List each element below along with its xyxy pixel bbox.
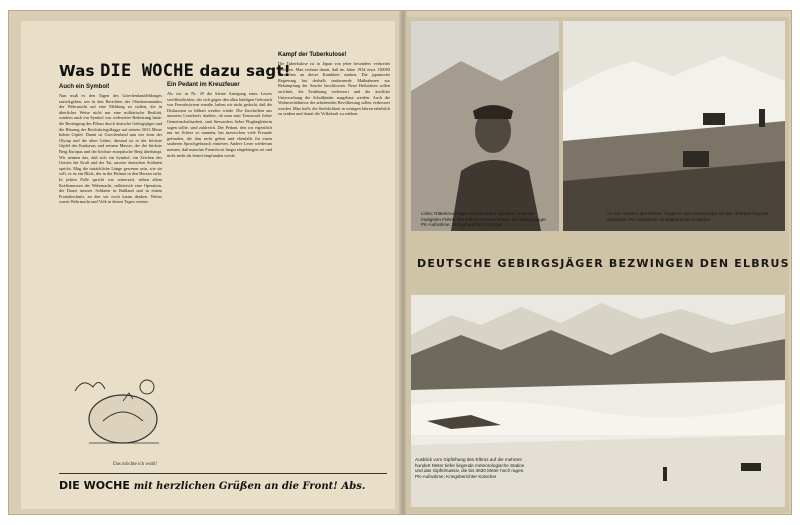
article-column-3 (278, 49, 390, 454)
photo-caption-panorama: Ausblick vom Gipfelhang des Elbrus auf die mehrere hundert Meter tiefer liegende meteorologische Station und das Gipfelmassiv, die bis 3630 Meter hoch ragen. PK-Aufnahme: Kriegsberichter Kotscher (415, 457, 525, 479)
section-heading: Auch ein Symbol! (59, 84, 110, 90)
section-heading: Ein Pedant im Kreuzfeuer (167, 82, 240, 88)
soldier-portrait-photo (411, 21, 559, 231)
headline-prefix: Was (59, 62, 95, 80)
magazine-spread (8, 10, 792, 515)
section-body: Die Tuberkulose ist in Japan von jeher besonders verbreitet gewesen. Man rechnet damit, daß im Jahre 1934 etwa 130000 Menschen an dieser Krankheit starben. Die japanische Regierung hat deshalb umfassende Maßnahmen zur Bekämpfung der Seuche beschlossen. Neue Heilstätten sollen errichtet, die Ernährung verbessert und die ärztliche Untersuchung der Schulkinder ausgebaut werden. Auch die Wohnverhältnisse der arbeitenden Bevölkerung sollen verbessert werden. Man hofft, die Sterblichkeit in wenigen Jahren erheblich zu senken und damit die Volkskraft zu stärken. (278, 61, 390, 117)
footer-abs: Abs. (341, 481, 366, 492)
section-body: Als wir in Nr. 29 die kleine Anregung eines Lesers veröffentlichten, der sich gegen den allzu häufigen Gebrauch von Fremdwörtern wandte, haben wir nicht gedacht, daß die Diskussion so lebhaft werden würde. Die Zuschriften aus unserem Leserkreis darüber, ob man statt Teamwork lieber Gemeinschaftsarbeit, statt Stewardess lieber Flugbegleiterin sagen sollte, sind zahlreich. Der Pedant, den wir eigentlich nur im Scherz so nannten, hat inzwischen viele Freunde gefunden, die ihm recht geben und ebenfalls für einen sauberen Sprachgebrauch eintreten. Andere Leser wiederum meinen, daß manches Fremdwort längst eingebürgert sei und nicht mehr als fremd empfunden werde. (167, 91, 272, 158)
footer-greeting: mit herzlichen Grüßen an die Front! (133, 481, 338, 492)
footer-banner (59, 479, 365, 492)
cartoon-illustration (63, 361, 173, 461)
left-page (21, 21, 395, 509)
mule-caravan-photo (563, 21, 785, 231)
photo-caption-caravan: An den Westen des Elbrus: Tragtiere des Nachschubs bei der Überquerung der Gletscher. PK-Aufnahme: Kriegsberichter Kotscher (607, 211, 769, 222)
right-page (407, 17, 789, 513)
article-column-2 (167, 79, 272, 479)
headline-brand: DIE WOCHE (100, 61, 195, 81)
photo-caption-portrait: Links: Ritterkreuzträger Oberleutnant Spindler, einer der mutigsten Führer des Elbrus-Unternehmens der Gebirgsjäger. PK-Aufnahme: Kriegsberichter Rötscher (421, 211, 547, 228)
page-headline (59, 61, 291, 81)
section-body: Nun muß es den Tagen des Griechenlandfeldzuges zurückgehen, um in den Berichten des Oberkommandos der Wehrmacht auf eine Meldung zu stoßen, die in überlicher Weise nicht nur eine militärische Realität, sondern auch ein Symbol von weltweiter Bedeutung hatte: die Besteigung des Elbrus durch deutsche Gebirgsjäger und die Hissung der Reichskriegsflagge auf seinem 5633 Meter hohen Gipfel. Damit ist Griechenland nun wie einst der Olymp und die alten Götter, diesmal ist es der höchste Gipfel des Kaukasus und seinem Massiv, der der höchste Berg Europas und der höchste europäische Berg überhaupt. Wir nennen das, daß sich ein Symbol, ein Zeichen des Geistes der Kraft und der Tat, unserer deutschen Soldaten spricht. Mag die tatsächliche Länge gewesen sein, wie sie will, es ist ein Blick, der in der Heimat in den Herzen sieht. In jedem Falle spricht wie seinerzeit, neben allem Kräftemessen der Wehrmacht, militärisch eine Operation, die Dauer unserer Soldaten in Rußland und in einem Frontabschnitt, an den wir noch kaum denken. Weiter waren Wehrmacht und Volk in diesen Tagen vereint. (59, 93, 162, 205)
section-heading: Kampf der Tuberkulose! (278, 52, 347, 58)
footer-brand: DIE WOCHE (59, 479, 130, 492)
headline-suffix: dazu sagt! (199, 62, 291, 80)
spread-title: DEUTSCHE GEBIRGSJÄGER BEZWINGEN DEN ELBRUS (417, 257, 790, 270)
footer-divider (59, 473, 387, 474)
cartoon-caption: Das möchte ich wohl! (113, 462, 158, 467)
